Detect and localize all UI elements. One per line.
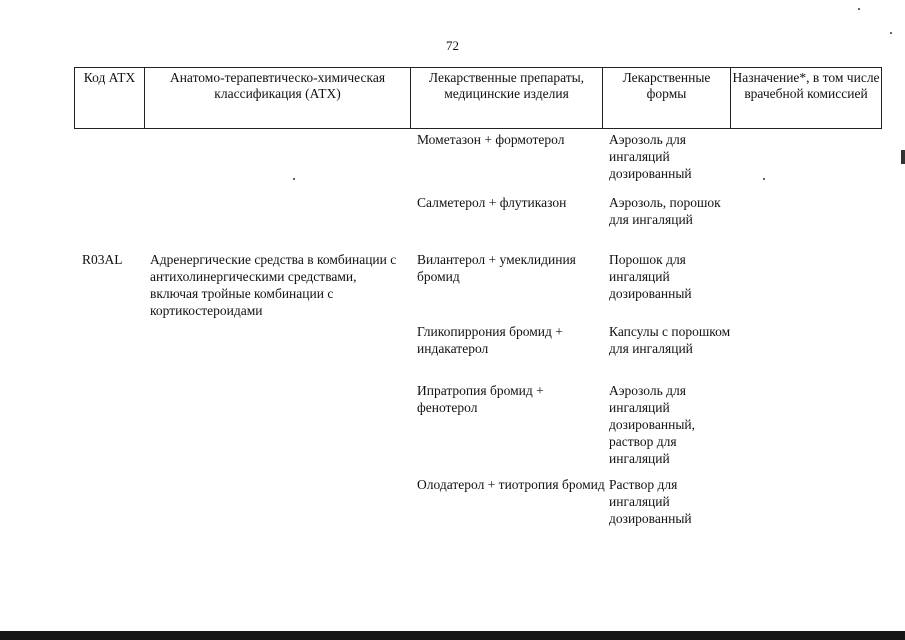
drug-name: Вилантерол + умеклидиния бромид xyxy=(417,252,576,284)
atc-classification: Адренергические средства в комбинации с антихолинергическими средствами, включая тройные комбинации с кортикостероидами xyxy=(150,252,397,318)
atc-code: R03AL xyxy=(82,252,123,267)
dosage-form: Раствор для ингаляций дозированный xyxy=(609,477,692,526)
scan-speck xyxy=(763,178,765,180)
header-drugs: Лекарственные препараты, медицинские изделия xyxy=(411,68,603,128)
header-classification: Анатомо-терапевтическо-химическая классификация (АТХ) xyxy=(145,68,411,128)
drug-name: Салметерол + флутиказон xyxy=(417,195,567,210)
scan-edge-mark xyxy=(901,150,905,164)
scan-bottom-edge xyxy=(0,631,905,640)
dosage-form: Капсулы с порошком для ингаляций xyxy=(609,324,731,356)
dosage-form: Аэрозоль для ингаляций дозированный, раствор для ингаляций xyxy=(609,383,695,466)
scan-speck xyxy=(858,8,860,10)
header-purpose: Назначение*, в том числе врачебной комиссией xyxy=(732,70,880,101)
dosage-form: Аэрозоль для ингаляций дозированный xyxy=(609,132,692,181)
drug-name: Гликопиррония бромид + индакатерол xyxy=(417,324,563,356)
header-forms: Лекарственные формы xyxy=(603,68,731,128)
page-number: 72 xyxy=(446,38,459,53)
dosage-form: Аэрозоль, порошок для ингаляций xyxy=(609,195,721,227)
drug-name: Ипратропия бромид + фенотерол xyxy=(417,383,544,415)
scan-speck xyxy=(293,178,295,180)
drug-name: Мометазон + формотерол xyxy=(417,132,565,147)
scan-speck xyxy=(890,32,892,34)
dosage-form: Порошок для ингаляций дозированный xyxy=(609,252,692,301)
drug-name: Олодатерол + тиотропия бромид xyxy=(417,477,605,492)
header-code: Код АТХ xyxy=(75,68,145,128)
